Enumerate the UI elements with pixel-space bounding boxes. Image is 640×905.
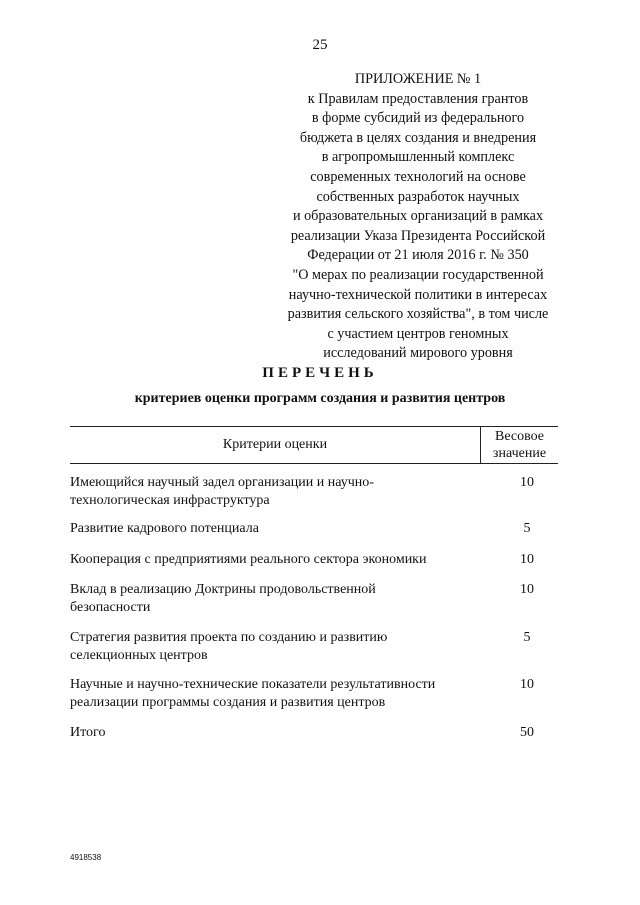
appendix-line: к Правилам предоставления грантов: [307, 90, 529, 107]
row-weight: 10: [520, 677, 534, 692]
appendix-line: современных технологий на основе: [310, 168, 526, 185]
header-weight-line: значение: [492, 446, 547, 461]
document-title: ПЕРЕЧЕНЬ: [262, 365, 378, 381]
criteria-line: технологическая инфраструктура: [70, 493, 270, 508]
criteria-line: реализации программы создания и развития центров: [70, 695, 386, 710]
appendix-line: собственных разработок научных: [316, 188, 520, 205]
criteria-line: Стратегия развития проекта по созданию и развитию: [70, 630, 388, 645]
appendix-line: Федерации от 21 июля 2016 г. № 350: [307, 247, 529, 264]
criteria-line: Научные и научно-технические показатели результативности: [70, 677, 436, 692]
criteria-line: Кооперация с предприятиями реального сектора экономики: [70, 552, 427, 567]
criteria-line: Итого: [70, 725, 106, 740]
table-row: [70, 676, 558, 712]
appendix-line: развития сельского хозяйства", в том числе: [287, 306, 549, 323]
appendix-line: в форме субсидий из федерального: [311, 110, 525, 127]
row-weight: 10: [520, 582, 534, 597]
table-row: [70, 629, 558, 665]
table-header: [70, 426, 558, 464]
criteria-line: Развитие кадрового потенциала: [70, 521, 259, 536]
page-number: 25: [312, 37, 328, 53]
row-weight: 5: [523, 521, 531, 536]
header-weight-line: Весовое: [494, 429, 544, 444]
row-weight: 5: [523, 630, 531, 645]
table-row: [70, 474, 558, 510]
table-row: [70, 581, 558, 617]
row-criteria: [70, 520, 482, 538]
row-weight: 50: [520, 725, 534, 740]
appendix-line: и образовательных организаций в рамках: [292, 208, 544, 225]
appendix-line: "О мерах по реализации государственной: [292, 266, 544, 283]
document-code: 4918538: [70, 853, 102, 862]
appendix-line: ПРИЛОЖЕНИЕ № 1: [354, 71, 482, 87]
appendix-line: в агропромышленный комплекс: [321, 149, 515, 166]
appendix-block: [262, 70, 574, 364]
criteria-line: Имеющийся научный задел организации и научно-: [70, 475, 374, 490]
table-row: [70, 724, 558, 742]
row-criteria: [70, 724, 482, 742]
criteria-line: безопасности: [70, 600, 151, 615]
row-criteria: [70, 581, 482, 617]
header-criteria: Критерии оценки: [70, 427, 481, 463]
table-row: [70, 551, 558, 569]
appendix-line: бюджета в целях создания и внедрения: [299, 129, 537, 146]
header-weight: [481, 427, 558, 463]
criteria-line: селекционных центров: [70, 648, 208, 663]
row-criteria: [70, 676, 482, 712]
criteria-table: [70, 426, 558, 740]
appendix-line: с участием центров геномных: [327, 325, 509, 342]
row-weight: 10: [520, 552, 534, 567]
appendix-line: реализации Указа Президента Российской: [290, 227, 546, 244]
table-row: [70, 520, 558, 538]
criteria-line: Вклад в реализацию Доктрины продовольственной: [70, 582, 376, 597]
row-criteria: [70, 551, 482, 569]
document-subtitle: критериев оценки программ создания и развития центров: [134, 391, 506, 406]
row-weight: 10: [520, 475, 534, 490]
row-criteria: [70, 629, 482, 665]
appendix-line: исследований мирового уровня: [323, 345, 513, 362]
row-criteria: [70, 474, 482, 510]
appendix-line: научно-технической политики в интересах: [288, 286, 548, 303]
